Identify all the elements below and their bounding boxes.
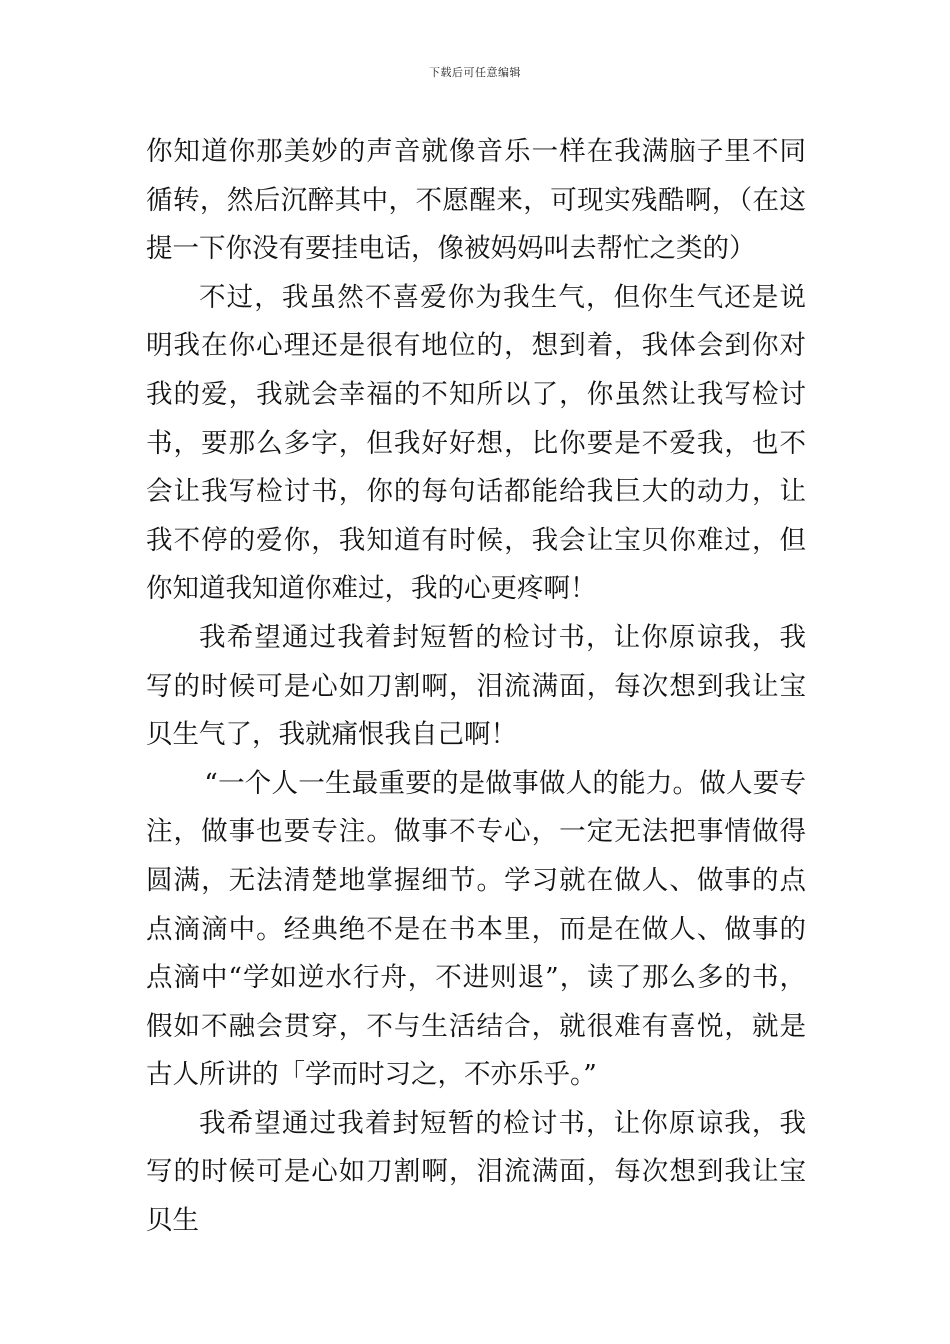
page-header: 下载后可任意编辑 — [429, 66, 521, 79]
paragraph-2: 不过，我虽然不喜爱你为我生气，但你生气还是说明我在你心理还是很有地位的，想到着，我体会到你对我的爱，我就会幸福的不知所以了，你虽然让我写检讨书，要那么多字，但我好好想，比你要是不爱我，也不会让我写检讨书，你的每句话都能给我巨大的动力，让我不停的爱你，我知道有时候，我会让宝贝你难过，但你知道我知道你难过，我的心更疼啊！ — [146, 281, 806, 605]
paragraph-1: 你知道你那美妙的声音就像音乐一样在我满脑子里不同循转，然后沉醉其中，不愿醒来，可现实残酷啊，（在这提一下你没有要挂电话，像被妈妈叫去帮忙之类的） — [146, 136, 806, 265]
paragraph-4-quote: “一个人一生最重要的是做事做人的能力。做人要专注，做事也要专注。做事不专心，一定无法把事情做得圆满，无法清楚地掌握细节。学习就在做人、做事的点点滴滴中。经典绝不是在书本里，而是在做人、做事的点滴中“学如逆水行舟，不进则退”，读了那么多的书，假如不融会贯穿，不与生活结合，就很难有喜悦，就是古人所讲的「学而时习之，不亦乐乎。” — [146, 767, 806, 1091]
document-body — [146, 128, 806, 1246]
paragraph-3: 我希望通过我着封短暂的检讨书，让你原谅我，我写的时候可是心如刀割啊，泪流满面，每次想到我让宝贝生气了，我就痛恨我自己啊！ — [146, 621, 806, 751]
paragraph-5: 我希望通过我着封短暂的检讨书，让你原谅我，我写的时候可是心如刀割啊，泪流满面，每次想到我让宝贝生 — [146, 1107, 806, 1237]
